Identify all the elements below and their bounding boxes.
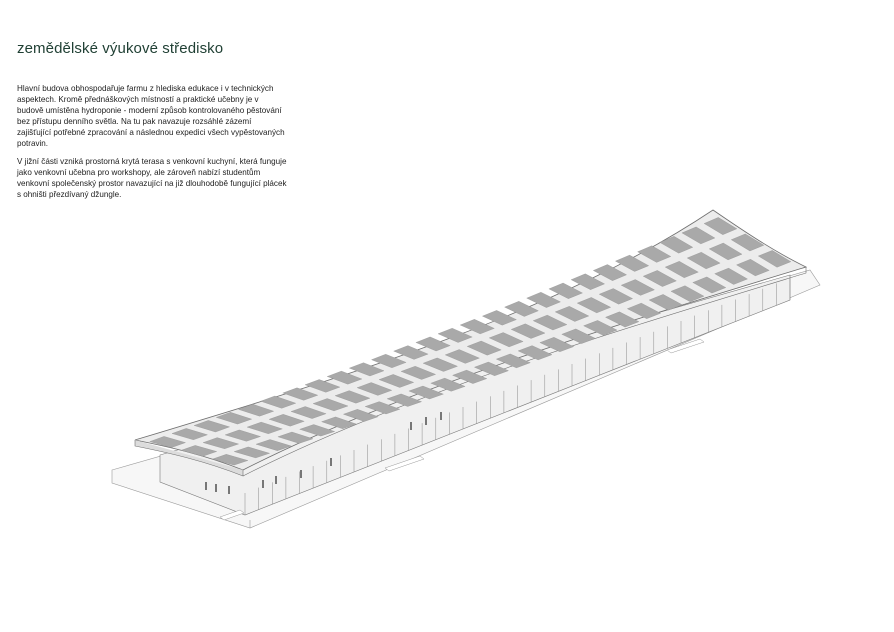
page-title: zemědělské výukové středisko: [17, 40, 224, 57]
person-figure: [425, 417, 427, 425]
person-figure: [215, 484, 217, 492]
building-body: [160, 275, 790, 515]
person-figure: [275, 476, 277, 484]
person-figure: [205, 482, 207, 490]
person-figure: [228, 486, 230, 494]
description-paragraph-2: V jižní části vzniká prostorná krytá terasa s venkovní kuchyní, která funguje jako venkovní učebna pro workshopy, ale zároveň nabízí studentům venkovní společenský prostor navazující na již dlouhodobě fungující plácek s ohništi přezdívaný džungle.: [17, 157, 287, 199]
person-figure: [262, 480, 264, 488]
person-figure: [330, 458, 332, 466]
person-figure: [440, 412, 442, 420]
person-figure: [410, 422, 412, 430]
description-paragraph-1: Hlavní budova obhospodařuje farmu z hlediska edukace i v technických aspektech. Kromě přednáškových místností a praktické učebny je v budově umístěna hydroponie - moderní způsob kontrolovaného pěstování bez přístupu denního světla. Na tu pak navazuje rozsáhlé zázemí zajišťující potřebné zpracování a následnou expedici všech vypěstovaných potravin.: [17, 84, 285, 148]
person-figure: [300, 470, 302, 478]
